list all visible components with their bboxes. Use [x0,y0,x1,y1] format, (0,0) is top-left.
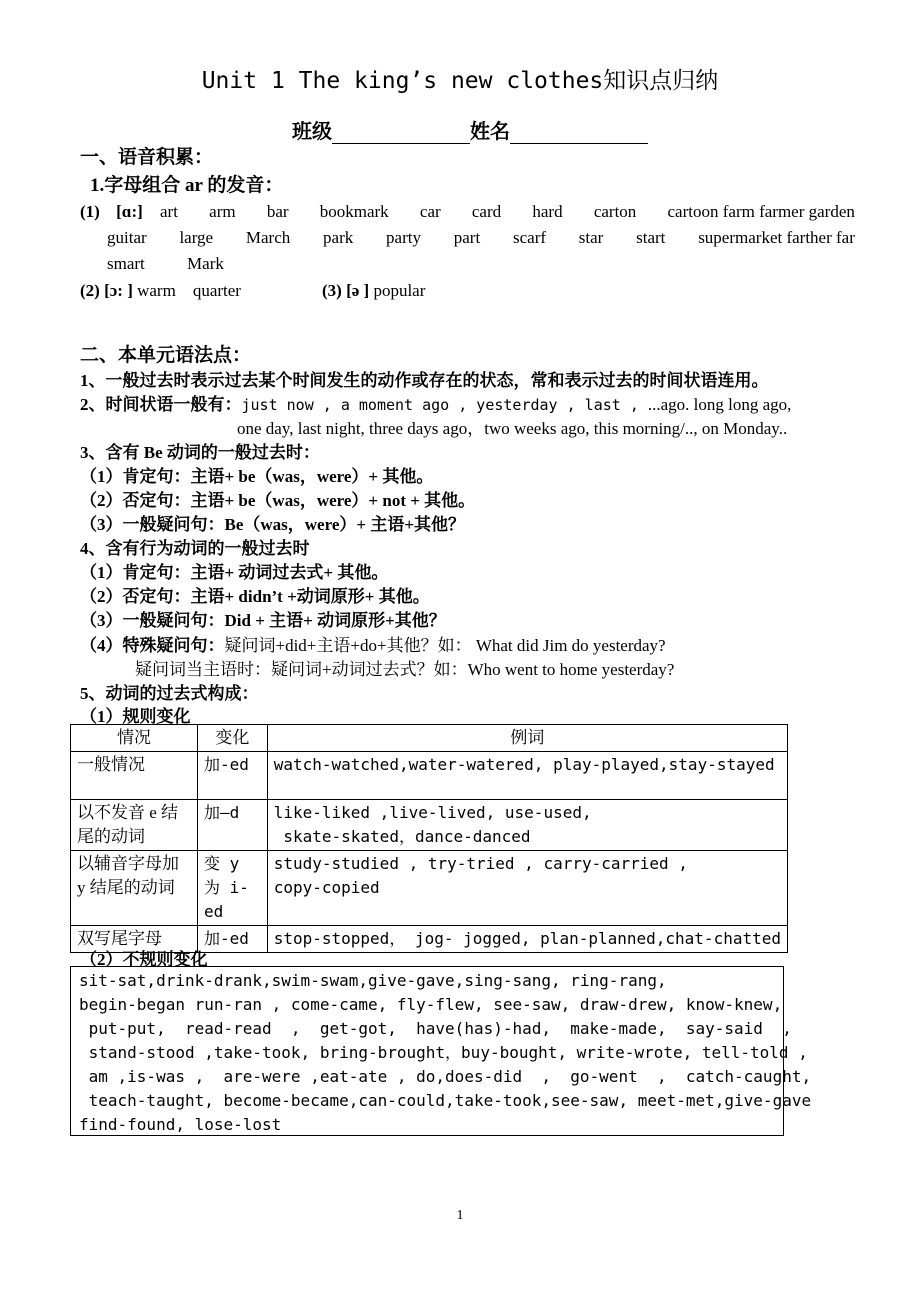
ipa-item3: (3) [ə ] popular [322,281,426,300]
page-title: Unit 1 The king’s new clothes知识点归纳 [201,68,719,94]
word: scarf [512,228,547,247]
header-cell: 情况 [71,725,198,752]
ipa-item1-marker [80,202,143,222]
grammar-point-5: 5、动词的过去式构成： [80,684,259,703]
point2-mono-text: just now , a moment ago , yesterday , last , [241,396,648,414]
word-row-3 [107,254,224,274]
change-cell: 变 y 为 i-ed [198,851,268,926]
case-cell: 以辅音字母加 y 结尾的动词 [71,851,198,926]
class-label: 班级 [292,121,332,143]
word: art [160,202,178,221]
header-line [292,115,648,144]
irregular-line: put-put, read-read , get-got, have(has)-had, make-made, say-said , [79,1019,792,1038]
word: guitar [107,228,147,247]
item1-number: (1) [80,202,100,221]
grammar-point-4-5: 疑问词当主语时：疑问词+动词过去式？如：Who went to home yesterday? [135,660,675,679]
irregular-line: find-found, lose-lost [79,1115,282,1134]
section1-subheading: 1.字母组合 ar 的发音： [90,175,284,196]
table-row [71,851,788,926]
point2-label: 2、时间状语一般有： [80,395,242,414]
word: start [636,228,666,247]
point4-4-rule: 疑问词+did+主语+do+其他？如： What did Jim do yesterday? [224,636,666,655]
irregular-verbs-box [70,966,812,1136]
examples-cell [267,851,787,926]
case-cell: 双写尾字母 [71,926,198,953]
section2-heading: 二、本单元语法点： [80,345,252,366]
word: Mark [187,254,224,273]
table-row [71,752,788,800]
grammar-point-4-4 [80,631,666,656]
word: card [471,202,502,221]
examples-cell [267,926,787,953]
example-line: stop-stopped， jog- jogged, plan-planned,chat-chatted [273,929,781,948]
word: bar [266,202,289,221]
case-cell: 一般情况 [71,752,198,800]
regular-verbs-table [70,724,788,953]
table-header-row [71,725,788,752]
irregular-line: am ,is-was , are-were ,eat-ate , do,does-did , go-went , catch-caught, [79,1067,812,1086]
word: bookmark [319,202,389,221]
header-cell: 变化 [198,725,268,752]
irregular-line: teach-taught, become-became,can-could,take-took,see-saw, meet-met,give-gave [79,1091,812,1110]
word-row-1 [160,202,855,222]
grammar-point-2-line2: one day, last night, three days ago，two weeks ago, this morning/.., on Monday.. [237,419,788,438]
word: star [578,228,604,247]
grammar-point-4-3: （3）一般疑问句：Did + 主语+ 动词原形+其他？ [80,611,446,630]
word: March [245,228,291,247]
word-row-2 [107,228,855,248]
word: carton [593,202,637,221]
regular-change-heading: （1）规则变化 [80,707,191,726]
grammar-point-4-2: （2）否定句：主语+ didn’t +动词原形+ 其他。 [80,587,430,606]
page-number: 1 [456,1208,464,1223]
word: park [323,228,354,247]
word: cartoon farm farmer garden [667,202,855,221]
word: party [386,228,421,247]
grammar-point-4-1: （1）肯定句：主语+ 动词过去式+ 其他。 [80,563,389,582]
example-line: copy-copied [273,878,380,897]
example-line: skate-skated，dance-danced [273,827,531,846]
grammar-point-2 [80,390,791,415]
point2-tail: ...ago. long long ago, [647,395,792,414]
header-cell: 例词 [267,725,787,752]
irregular-line: stand-stood ,take-took, bring-brought，buy-bought, write-wrote, tell-told , [79,1043,808,1062]
word: hard [532,202,563,221]
class-blank [332,123,470,144]
name-label: 姓名 [470,121,510,143]
grammar-point-4: 4、含有行为动词的一般过去时 [80,539,310,558]
grammar-point-1: 1、一般过去时表示过去某个时间发生的动作或存在的状态，常和表示过去的时间状语连用。 [80,371,769,390]
word: large [179,228,214,247]
word: smart [107,254,145,273]
change-cell: 加—d [198,800,268,851]
word: car [419,202,441,221]
grammar-point-3-3: （3）一般疑问句：Be（was，were）+ 主语+其他？ [80,515,466,534]
name-blank [510,123,648,144]
change-cell: 加-ed [198,752,268,800]
irregular-line: begin-began run-ran , come-came, fly-flew, see-saw, draw-drew, know-knew, [79,995,783,1014]
item1-ipa: [ɑ:] [116,202,143,221]
grammar-point-3-1: （1）肯定句：主语+ be（was，were）+ 其他。 [80,467,434,486]
section1-heading: 一、语音积累： [80,147,214,168]
example-line: study-studied , try-tried , carry-carried , [273,854,688,873]
irregular-line: sit-sat,drink-drank,swim-swam,give-gave,sing-sang, ring-rang, [79,971,667,990]
examples-cell [267,800,787,851]
table-row [71,800,788,851]
grammar-point-3: 3、含有 Be 动词的一般过去时： [80,443,320,462]
word: arm [209,202,236,221]
case-cell: 以不发音 e 结尾的动词 [71,800,198,851]
change-cell: 加-ed [198,926,268,953]
examples-cell [267,752,787,800]
point4-4-label: （4）特殊疑问句： [80,636,225,655]
grammar-point-3-2: （2）否定句：主语+ be（was，were）+ not + 其他。 [80,491,476,510]
example-line: watch-watched,water-watered, play-played,stay-stayed [273,755,775,774]
irregular-change-heading: （2）不规则变化 [80,950,208,969]
word: supermarket farther far [698,228,855,247]
ipa-item2: (2) [ɔ: ] warm quarter [80,281,241,300]
example-line: like-liked ,live-lived, use-used, [273,803,592,822]
word: part [453,228,481,247]
